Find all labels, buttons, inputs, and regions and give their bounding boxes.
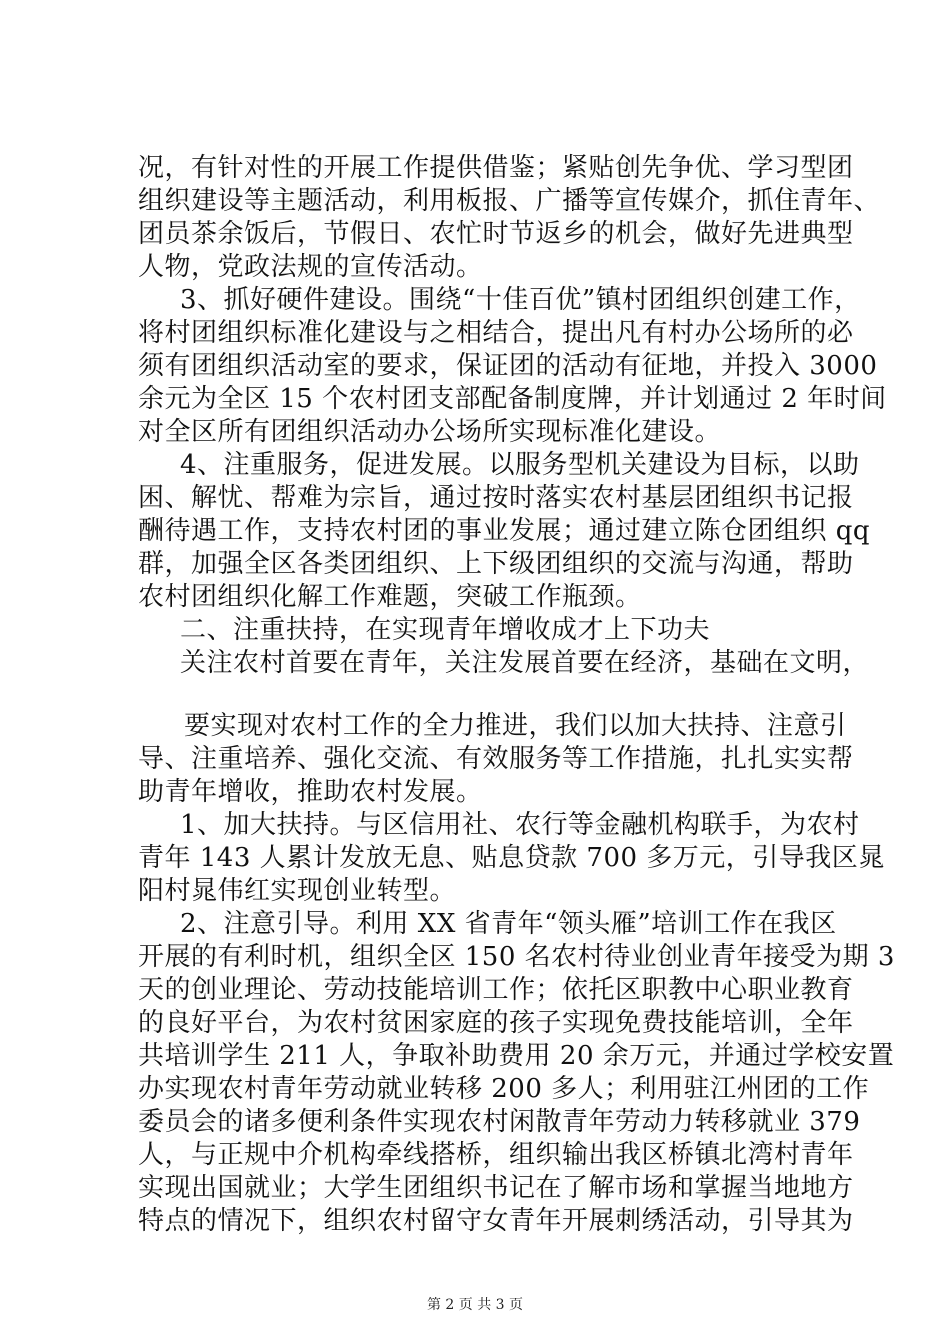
text-line: 要实现对农村工作的全力推进，我们以加大扶持、注意引 xyxy=(184,711,847,741)
text-line: 实现出国就业；大学生团组织书记在了解市场和掌握当地地方 xyxy=(138,1173,854,1203)
text-line: 阳村晁伟红实现创业转型。 xyxy=(138,876,457,906)
text-line: 1、加大扶持。与区信用社、农行等金融机构联手，为农村 xyxy=(180,810,860,840)
text-line: 人物，党政法规的宣传活动。 xyxy=(138,252,483,282)
text-line: 将村团组织标准化建设与之相结合，提出凡有村办公场所的必 xyxy=(138,318,854,348)
document-body xyxy=(138,152,895,1238)
page-number-footer: 第 2 页 共 3 页 xyxy=(426,1297,524,1313)
text-line: 助青年增收，推助农村发展。 xyxy=(138,777,483,807)
paragraph-gap xyxy=(138,680,830,710)
text-line: 困、解忧、帮难为宗旨，通过按时落实农村基层团组织书记报 xyxy=(138,483,854,513)
text-line: 青年 143 人累计发放无息、贴息贷款 700 多万元，引导我区晁 xyxy=(138,843,885,873)
text-line: 余元为全区 15 个农村团支部配备制度牌，并计划通过 2 年时间 xyxy=(138,384,887,414)
text-line: 特点的情况下，组织农村留守女青年开展刺绣活动，引导其为 xyxy=(138,1206,854,1236)
text-line: 2、注意引导。利用 XX 省青年“领头雁”培训工作在我区 xyxy=(180,909,837,939)
text-line: 共培训学生 211 人，争取补助费用 20 余万元，并通过学校安置 xyxy=(138,1041,895,1071)
text-line: 须有团组织活动室的要求，保证团的活动有征地，并投入 3000 xyxy=(138,351,878,381)
text-line: 群，加强全区各类团组织、上下级团组织的交流与沟通，帮助 xyxy=(138,549,854,579)
text-line: 委员会的诸多便利条件实现农村闲散青年劳动力转移就业 379 xyxy=(138,1107,861,1137)
text-line: 办实现农村青年劳动就业转移 200 多人；利用驻江州团的工作 xyxy=(138,1074,870,1104)
text-line: 对全区所有团组织活动办公场所实现标准化建设。 xyxy=(138,417,722,447)
text-line: 天的创业理论、劳动技能培训工作；依托区职教中心职业教育 xyxy=(138,975,854,1005)
text-line: 开展的有利时机，组织全区 150 名农村待业创业青年接受为期 3 xyxy=(138,942,895,972)
text-line: 组织建设等主题活动，利用板报、广播等宣传媒介，抓住青年、 xyxy=(138,186,881,216)
text-line: 的良好平台，为农村贫困家庭的孩子实现免费技能培训，全年 xyxy=(138,1008,854,1038)
text-line: 人，与正规中介机构牵线搭桥，组织输出我区桥镇北湾村青年 xyxy=(138,1140,854,1170)
text-line: 导、注重培养、强化交流、有效服务等工作措施，扎扎实实帮 xyxy=(138,744,854,774)
text-line: 关注农村首要在青年，关注发展首要在经济，基础在文明， xyxy=(180,648,870,678)
text-line: 团员茶余饭后，节假日、农忙时节返乡的机会，做好先进典型 xyxy=(138,219,854,249)
section-heading: 二、注重扶持，在实现青年增收成才上下功夫 xyxy=(180,615,711,645)
text-line: 酬待遇工作，支持农村团的事业发展；通过建立陈仓团组织 qq xyxy=(138,516,871,546)
text-line: 况，有针对性的开展工作提供借鉴；紧贴创先争优、学习型团 xyxy=(138,153,854,183)
text-line: 3、抓好硬件建设。围绕“十佳百优”镇村团组织创建工作， xyxy=(180,285,861,315)
text-line: 4、注重服务，促进发展。以服务型机关建设为目标，以助 xyxy=(180,450,860,480)
text-line: 农村团组织化解工作难题，突破工作瓶颈。 xyxy=(138,582,642,612)
